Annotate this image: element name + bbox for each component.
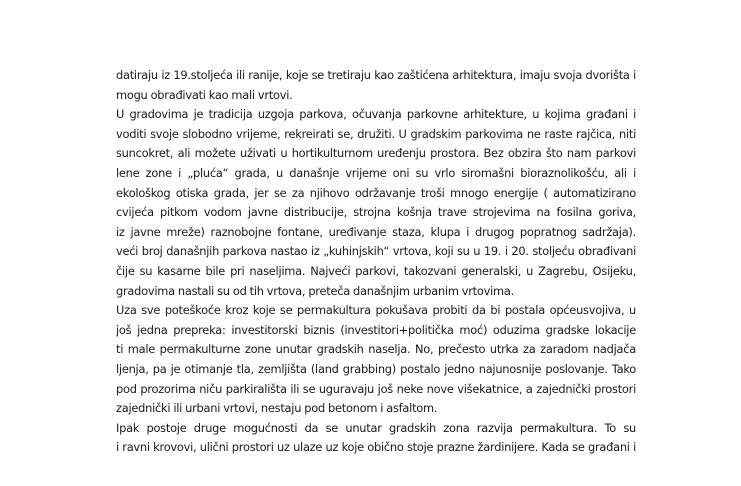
text-line: Ipak postoje druge mogućnosti da se unutar gradskih zona razvija permakultura. To su [116, 420, 636, 435]
text-line: iz javne mreže) raznobojne fontane, uređivanje staza, klupa i drugog popratnog sadržaja). [116, 224, 636, 239]
body-text [116, 66, 636, 458]
text-line: suncokret, ali možete uživati u hortikulturnom uređenju prostora. Bez obzira što nam parkovi [116, 146, 636, 161]
text-line: lene zone i „pluća“ grada, u današnje vrijeme oni su vrlo siromašni bioraznolikošću, ali i [116, 165, 636, 180]
text-line: zajednički ili urbani vrtovi, nestaju pod betonom i asfaltom. [116, 401, 438, 416]
text-line: ekološkog otiska grada, jer se za njihovo održavanje troši mnogo energije ( automatizirano [116, 185, 636, 200]
text-line: ti male permakulturne zone unutar gradskih naselja. No, prečesto utrka za zaradom nadjača [116, 342, 636, 357]
text-line: Uza sve poteškoće kroz koje se permakultura pokušava probiti da bi postala općeusvojiva, u [116, 303, 636, 318]
text-line: datiraju iz 19.stoljeća ili ranije, koje se tretiraju kao zaštićena arhitektura, imaju svoja dvorišta i [116, 68, 636, 82]
text-line: cvijeća pitkom vodom javne distribucije, strojna košnja trave strojevima na fosilna goriva, [116, 205, 636, 220]
text-line: pod prozorima niču parkirališta ili se uguravaju još neke nove višekatnice, a zajednički prostori [116, 381, 636, 396]
text-line: gradovima nastali su od tih vrtova, preteča današnjim urbanim vrtovima. [116, 283, 514, 298]
text-line: voditi svoje slobodno vrijeme, rekreirati se, družiti. U gradskim parkovima ne raste rajčica, niti [116, 126, 636, 141]
text-line: čije su kasarne bile pri naseljima. Najveći parkovi, takozvani generalski, u Zagrebu, Osijeku, [116, 263, 636, 278]
text-line: U gradovima je tradicija uzgoja parkova, očuvanja parkovne arhitekture, u kojima građani i [116, 107, 636, 122]
text-line: i ravni krovovi, ulični prostori uz ulaze uz koje obično stoje prazne žardinijere. Kada se građani i [116, 440, 636, 455]
text-line: veći broj današnjih parkova nastao iz „kuhinjskih“ vrtova, koji su u 19. i 20. stoljeću obrađivani [116, 244, 636, 259]
text-line: mogu obrađivati kao mali vrtovi. [116, 87, 293, 102]
text-line: ljenja, pa je otimanje tla, zemljišta (land grabbing) postalo jedno najunosnije poslovanje. Tako [116, 361, 636, 376]
text-line: još jedna prepreka: investitorski biznis (investitori+politička moć) oduzima gradske lokacije [116, 322, 636, 337]
